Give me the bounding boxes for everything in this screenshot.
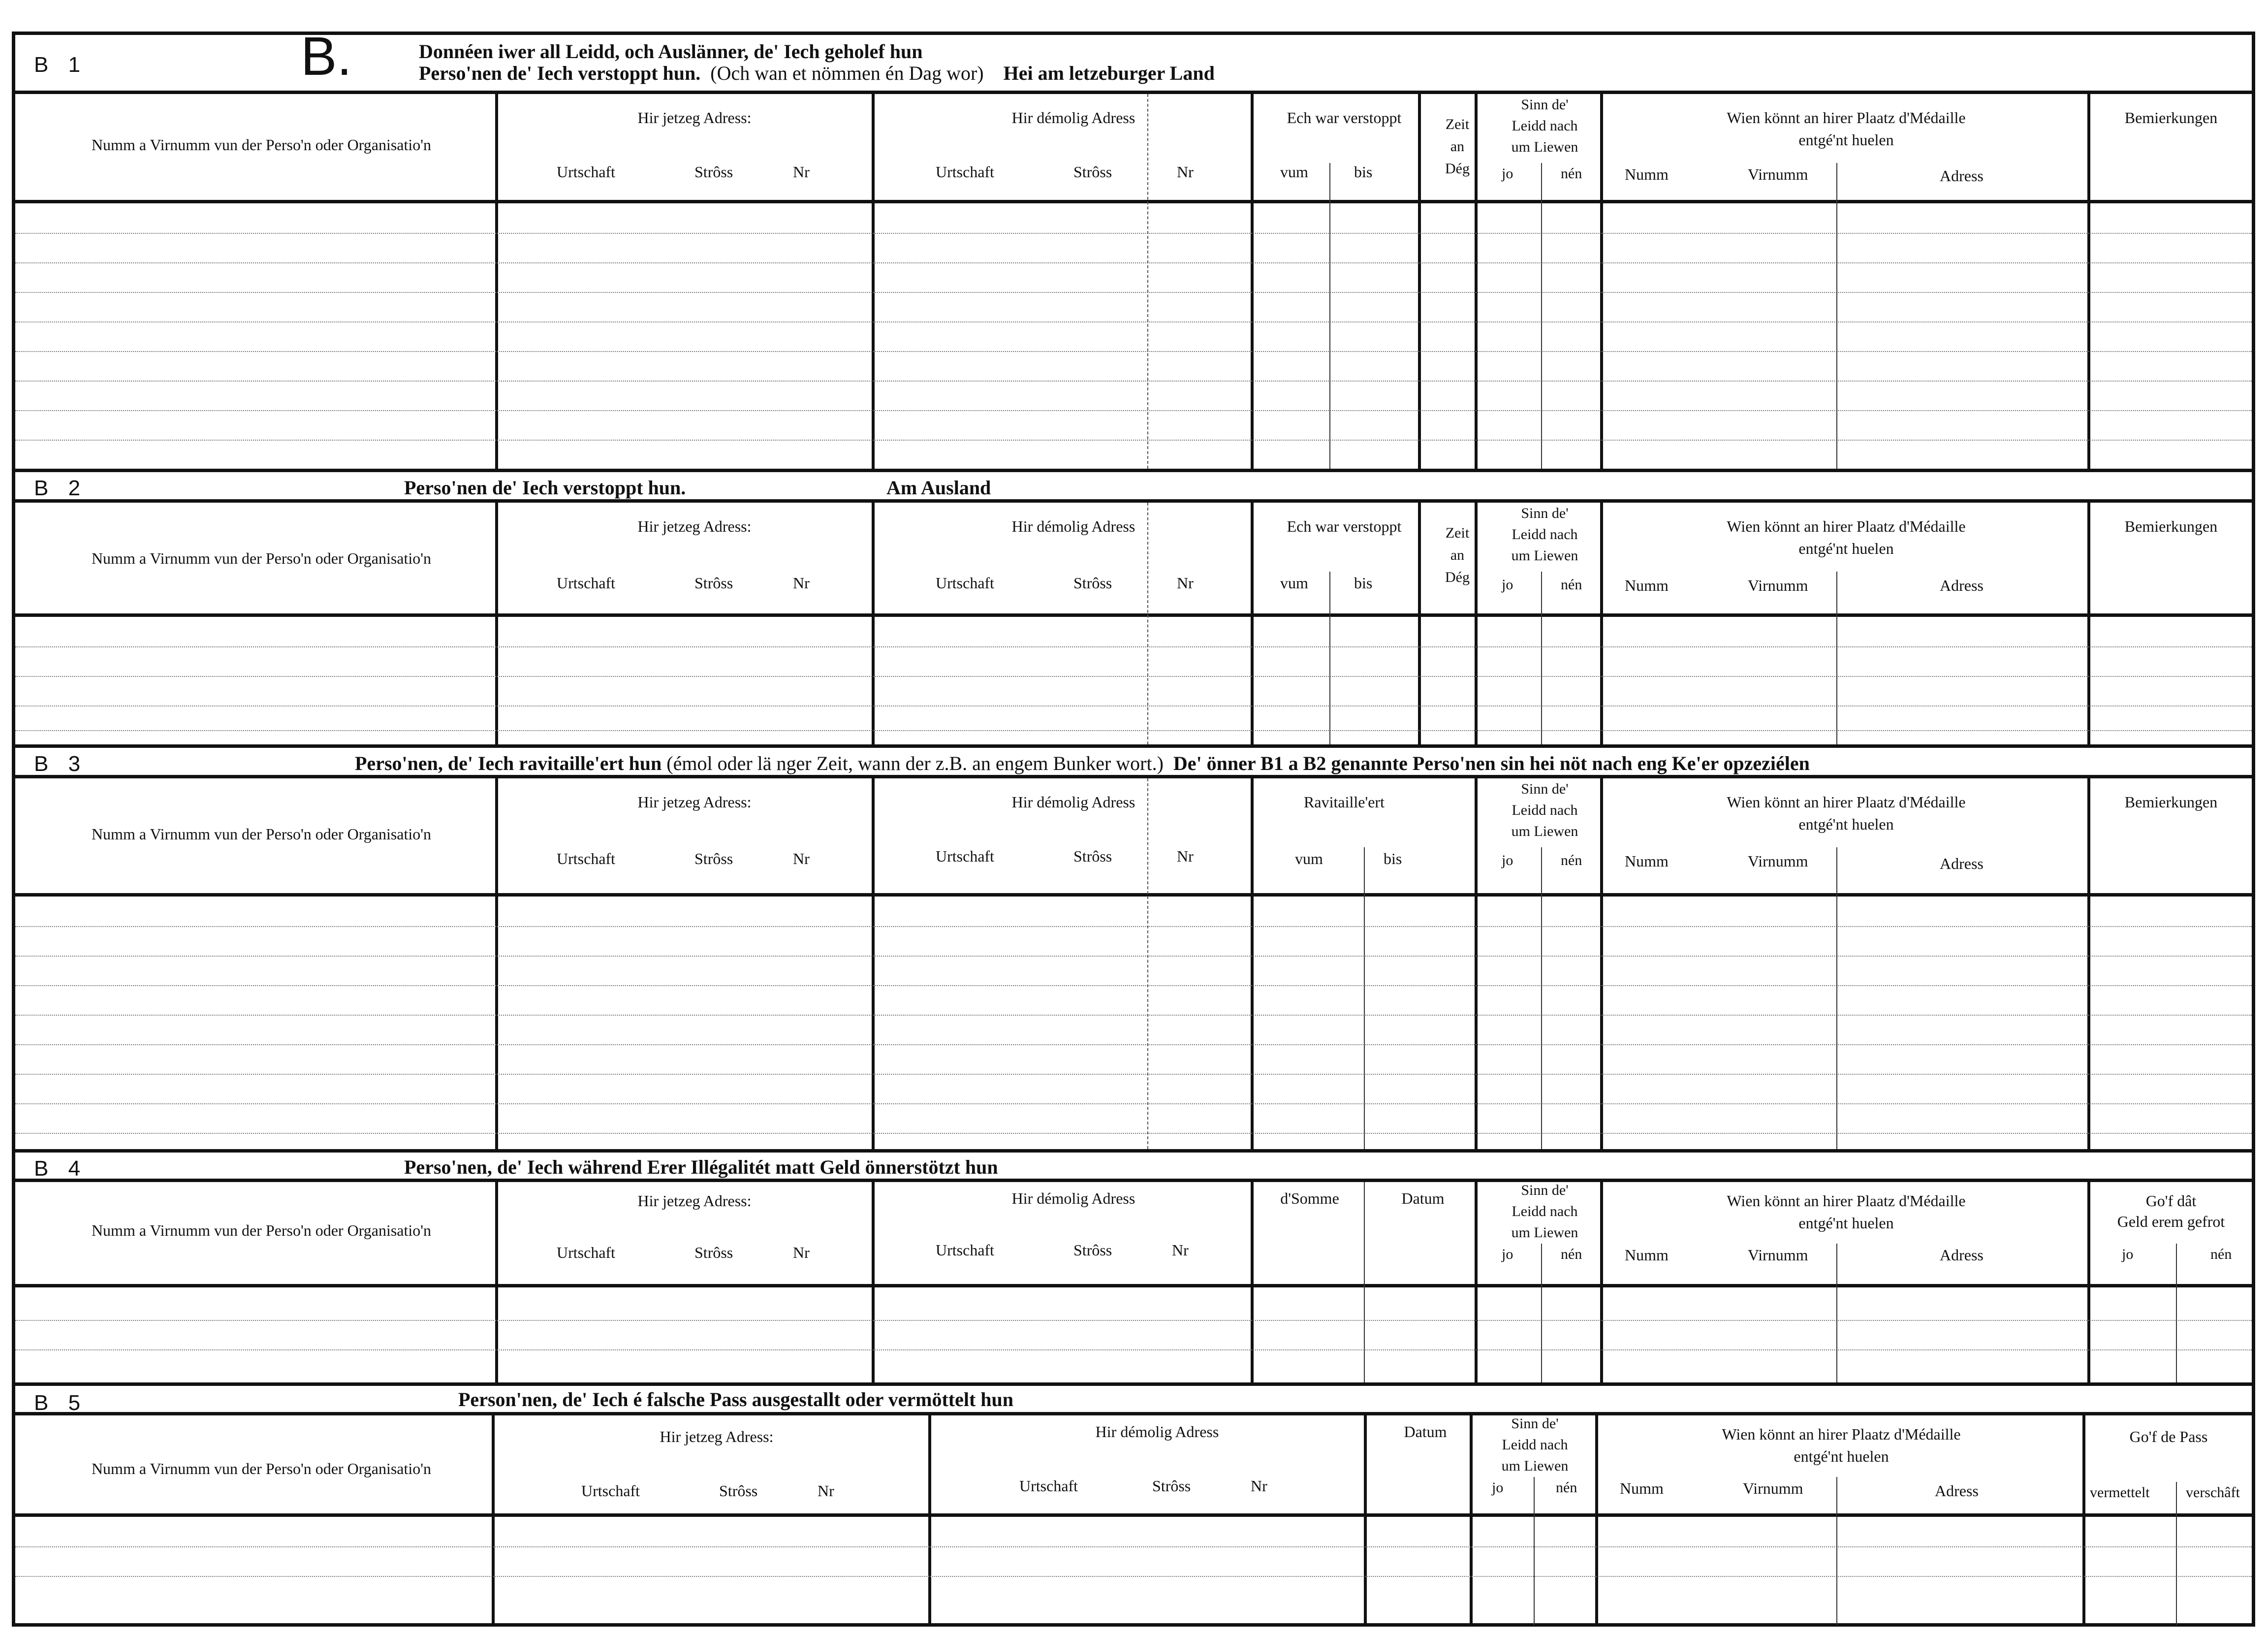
col-nen: nén [1556, 1479, 1577, 1496]
section-b4-header [15, 1182, 2252, 1287]
section-b3-header [15, 778, 2252, 897]
section-b1-header [15, 94, 2252, 203]
col-somme: d'Somme [1280, 1189, 1339, 1207]
col-addr-then-header: Hir démolig Adress [1095, 1423, 1219, 1441]
col-vum: vum [1280, 574, 1308, 592]
col-nr: Nr [793, 850, 810, 867]
col-addr-now-header: Hir jetzeg Adress: [660, 1428, 774, 1445]
col-stross: Strôss [719, 1482, 758, 1500]
col-vermettelt: vermettelt [2090, 1484, 2150, 1501]
col-numm: Numm [1625, 852, 1669, 870]
col-virnumm: Virnumm [1743, 1479, 1803, 1497]
col-medal-1: Wien könnt an hirer Plaatz d'Médaille [1727, 1192, 1966, 1210]
col-leidd-3: um Liewen [1511, 1224, 1578, 1241]
col-medal-1: Wien könnt an hirer Plaatz d'Médaille [1727, 793, 1966, 811]
col-addr-now-header: Hir jetzeg Adress: [637, 1192, 752, 1210]
col-virnumm: Virnumm [1748, 577, 1808, 594]
col-bis: bis [1384, 850, 1402, 867]
col-adress: Adress [1935, 1482, 1979, 1500]
col-an: an [1450, 547, 1465, 563]
col-leidd-2: Leidd nach [1512, 526, 1578, 543]
col-nr-then: Nr [1177, 847, 1194, 865]
col-stross-then: Strôss [1073, 574, 1112, 592]
col-pass: Go'f de Pass [2129, 1428, 2208, 1445]
col-geld-jo: jo [2122, 1246, 2134, 1262]
section-b1-title-line1: Donnéen iwer all Leidd, och Auslänner, de' Iech geholef hun [419, 40, 923, 63]
col-jo: jo [1502, 1246, 1513, 1262]
section-b5-header [15, 1415, 2252, 1517]
col-numm: Numm [1620, 1479, 1664, 1497]
col-medal-1: Wien könnt an hirer Plaatz d'Médaille [1727, 517, 1966, 535]
section-b4-table [15, 1182, 2252, 1386]
col-addr-now-header: Hir jetzeg Adress: [637, 517, 752, 535]
section-b5-table [15, 1415, 2252, 1625]
col-urtschaft: Urtschaft [557, 574, 616, 592]
col-vum: vum [1280, 163, 1308, 181]
form-letter: B. [301, 26, 352, 87]
col-nen: nén [1561, 577, 1582, 593]
col-zeit: Zeit [1445, 116, 1470, 132]
col-nr: Nr [793, 163, 810, 181]
col-an: an [1450, 138, 1465, 155]
col-adress: Adress [1940, 167, 1984, 185]
col-jo: jo [1502, 165, 1513, 182]
col-leidd-1: Sinn de' [1511, 1415, 1559, 1432]
col-remarks: Bemierkungen [2124, 793, 2218, 811]
col-leidd-3: um Liewen [1511, 139, 1578, 155]
col-name-header: Numm a Virnumm vun der Perso'n oder Organisatio'n [91, 825, 432, 843]
col-jo: jo [1502, 852, 1513, 868]
col-leidd-2: Leidd nach [1512, 802, 1578, 818]
col-stross: Strôss [694, 163, 733, 181]
col-stross-then: Strôss [1073, 1241, 1112, 1259]
col-virnumm: Virnumm [1748, 852, 1808, 870]
col-adress: Adress [1940, 577, 1984, 594]
col-medal-2: entgé'nt huelen [1798, 131, 1894, 149]
col-addr-then-header: Hir démolig Adress [1011, 793, 1135, 811]
col-medal-2: entgé'nt huelen [1798, 540, 1894, 557]
col-stross-then: Strôss [1073, 163, 1112, 181]
section-b4-title: Perso'nen, de' Iech während Erer Illégalitét matt Geld önnerstötzt hun [404, 1156, 998, 1178]
col-urtschaft: Urtschaft [557, 163, 616, 181]
col-ravit-header: Ravitaille'ert [1304, 793, 1385, 811]
col-hidden-header: Ech war verstoppt [1287, 109, 1402, 127]
col-urtschaft: Urtschaft [581, 1482, 640, 1500]
col-leidd-3: um Liewen [1511, 823, 1578, 839]
col-leidd-2: Leidd nach [1512, 118, 1578, 134]
col-medal-2: entgé'nt huelen [1798, 1214, 1894, 1232]
col-numm: Numm [1625, 165, 1669, 183]
col-stross: Strôss [694, 850, 733, 867]
col-remarks: Bemierkungen [2124, 109, 2218, 127]
col-nr-then: Nr [1177, 163, 1194, 181]
section-b5-title: Person'nen, de' Iech é falsche Pass ausgestallt oder vermöttelt hun [458, 1388, 1014, 1411]
col-bis: bis [1354, 163, 1373, 181]
col-addr-then-header: Hir démolig Adress [1011, 109, 1135, 127]
col-medal-2: entgé'nt huelen [1794, 1447, 1889, 1465]
col-leidd-3: um Liewen [1501, 1458, 1569, 1474]
col-nen: nén [1561, 852, 1582, 868]
col-adress: Adress [1940, 1246, 1984, 1264]
col-urtschaft-then: Urtschaft [1019, 1477, 1078, 1495]
col-geld-2: Geld erem gefrot [2117, 1213, 2225, 1230]
col-name-header: Numm a Virnumm vun der Perso'n oder Organisatio'n [91, 1221, 432, 1239]
col-leidd-1: Sinn de' [1521, 96, 1569, 113]
col-nr-then: Nr [1251, 1477, 1267, 1495]
col-name-header: Numm a Virnumm vun der Perso'n oder Organisatio'n [91, 549, 432, 567]
col-bis: bis [1354, 574, 1373, 592]
col-stross-then: Strôss [1073, 847, 1112, 865]
col-medal-2: entgé'nt huelen [1798, 815, 1894, 833]
col-remarks: Bemierkungen [2124, 517, 2218, 535]
section-b2-id: B 2 [34, 476, 88, 500]
col-urtschaft-then: Urtschaft [936, 163, 995, 181]
section-b2-header [15, 503, 2252, 617]
section-b3-table [15, 778, 2252, 1153]
col-leidd-3: um Liewen [1511, 547, 1578, 564]
col-deg: Dég [1445, 160, 1470, 177]
col-stross: Strôss [694, 574, 733, 592]
col-nr: Nr [793, 1244, 810, 1261]
col-leidd-1: Sinn de' [1521, 505, 1569, 521]
col-zeit: Zeit [1445, 525, 1470, 541]
col-nr-then: Nr [1172, 1241, 1189, 1259]
section-b3-title: Perso'nen, de' Iech ravitaille'ert hun (émol oder lä nger Zeit, wann der z.B. an engem Bunker wort.) De' önner B1 a B2 genannte Perso'nen sin hei nöt nach eng Ke'er opzeziélen [355, 752, 1810, 774]
col-geld-nen: nén [2210, 1246, 2232, 1262]
col-urtschaft-then: Urtschaft [936, 574, 995, 592]
col-urtschaft-then: Urtschaft [936, 1241, 995, 1259]
col-nen: nén [1561, 165, 1582, 182]
col-numm: Numm [1625, 577, 1669, 594]
col-verschaft: verschâft [2186, 1484, 2240, 1501]
section-b2-title-a: Perso'nen de' Iech verstoppt hun. [404, 477, 686, 499]
col-addr-then-header: Hir démolig Adress [1011, 1189, 1135, 1207]
col-leidd-2: Leidd nach [1502, 1437, 1568, 1453]
section-b4-title-band [15, 1153, 2252, 1182]
section-b3-id: B 3 [34, 752, 88, 776]
section-b2-title-b: Am Ausland [886, 477, 991, 499]
section-b3-title-band [15, 748, 2252, 778]
col-leidd-1: Sinn de' [1521, 1182, 1569, 1198]
col-adress: Adress [1940, 855, 1984, 872]
col-nr: Nr [793, 574, 810, 592]
section-b2-title-band [15, 472, 2252, 503]
col-name-header: Numm a Virnumm vun der Perso'n oder Organisatio'n [91, 1460, 432, 1477]
section-b5-title-band [15, 1386, 2252, 1415]
col-medal-1: Wien könnt an hirer Plaatz d'Médaille [1722, 1425, 1961, 1443]
col-addr-then-header: Hir démolig Adress [1011, 517, 1135, 535]
col-numm: Numm [1625, 1246, 1669, 1264]
section-b1-table [15, 94, 2252, 472]
col-jo: jo [1502, 577, 1513, 593]
col-stross: Strôss [694, 1244, 733, 1261]
section-b4-id: B 4 [34, 1156, 88, 1181]
col-virnumm: Virnumm [1748, 165, 1808, 183]
col-urtschaft-then: Urtschaft [936, 847, 995, 865]
col-medal-1: Wien könnt an hirer Plaatz d'Médaille [1727, 109, 1966, 127]
col-addr-now-header: Hir jetzeg Adress: [637, 793, 752, 811]
col-addr-now-header: Hir jetzeg Adress: [637, 109, 752, 127]
col-leidd-1: Sinn de' [1521, 781, 1569, 797]
col-hidden-header: Ech war verstoppt [1287, 517, 1402, 535]
col-name-header: Numm a Virnumm vun der Perso'n oder Organisatio'n [91, 136, 432, 154]
form-page [12, 26, 2255, 1627]
col-datum: Datum [1401, 1189, 1445, 1207]
section-b1-title-line2: Perso'nen de' Iech verstoppt hun. (Och wan et nömmen én Dag wor) Hei am letzeburger Land [419, 62, 1215, 84]
col-geld-1: Go'f dât [2145, 1192, 2197, 1210]
col-nr: Nr [818, 1482, 834, 1500]
col-leidd-2: Leidd nach [1512, 1203, 1578, 1219]
col-vum: vum [1295, 850, 1323, 867]
section-b5-id: B 5 [34, 1391, 88, 1415]
section-b1-id: B 1 [34, 53, 88, 77]
col-nr-then: Nr [1177, 574, 1194, 592]
col-virnumm: Virnumm [1748, 1246, 1808, 1264]
col-stross-then: Strôss [1152, 1477, 1191, 1495]
col-urtschaft: Urtschaft [557, 850, 616, 867]
col-nen: nén [1561, 1246, 1582, 1262]
section-b1-title-band [15, 26, 2252, 94]
col-deg: Dég [1445, 569, 1470, 585]
col-urtschaft: Urtschaft [557, 1244, 616, 1261]
section-b2-table [15, 503, 2252, 748]
col-jo: jo [1492, 1479, 1504, 1496]
col-datum: Datum [1404, 1423, 1447, 1441]
